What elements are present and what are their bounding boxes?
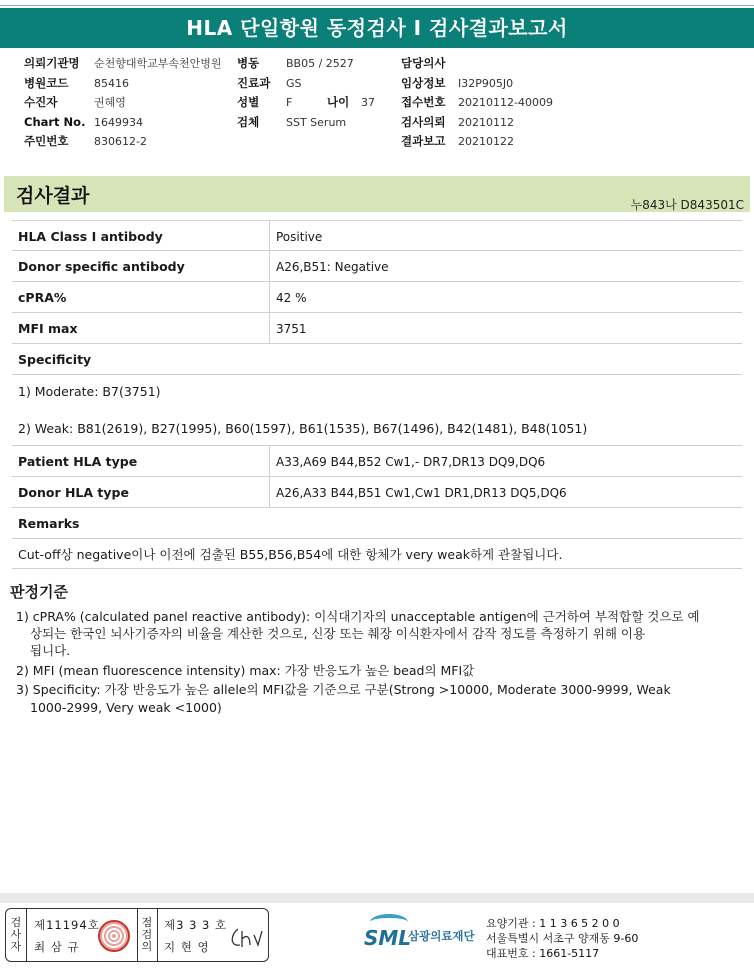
specificity-header (12, 344, 742, 375)
age-value: 37 (361, 96, 375, 109)
institution-address (486, 916, 638, 961)
id-value: 830612-2 (94, 135, 147, 148)
request-value: 20210112 (458, 116, 514, 129)
report-title: HLA 단일항원 동정검사 I 검사결과보고서 (0, 8, 754, 48)
receipt-label: 접수번호 (401, 95, 446, 109)
logo-name: 삼광의료재단 (408, 929, 475, 943)
phone-number: 대표번호 : 1661-5117 (486, 947, 600, 960)
chart-no-value: 1649934 (94, 116, 143, 129)
reviewer-label: 점검의 (141, 916, 153, 953)
row-value: 42 % (276, 291, 307, 305)
specificity-weak: 2) Weak: B81(2619), B27(1995), B60(1597), B61(1535), B67(1496), B42(1481), B48(1051) (18, 421, 588, 436)
footer-divider (0, 893, 754, 903)
specimen-value: SST Serum (286, 116, 347, 129)
table-row (12, 313, 742, 344)
criteria-item-1-line-3: 됩니다. (30, 643, 71, 658)
institution-label: 의뢰기관명 (24, 56, 80, 70)
hospital-code-value: 85416 (94, 77, 129, 90)
table-row (12, 282, 742, 313)
specimen-label: 검체 (237, 115, 260, 129)
criteria-item-3-line-1: 3) Specificity: 가장 반응도가 높은 allele의 MFI값을 기준으로 구분(Strong >10000, Moderate 3000-9999, Weak (16, 682, 671, 697)
patient-hla-label: Patient HLA type (18, 454, 138, 469)
table-row (12, 251, 742, 282)
request-label: 검사의뢰 (401, 115, 446, 129)
table-row (12, 477, 742, 508)
specificity-moderate: 1) Moderate: B7(3751) (18, 384, 161, 399)
ward-value: BB05 / 2527 (286, 57, 354, 70)
patient-hla-value: A33,A69 B44,B52 Cw1,- DR7,DR13 DQ9,DQ6 (276, 455, 546, 469)
criteria-item-1-line-2: 상되는 한국인 뇌사기증자의 비율을 계산한 것으로, 신장 또는 췌장 이식환자에서 감작 정도를 측정하기 위해 이용 (30, 626, 646, 641)
row-key: MFI max (18, 321, 78, 336)
sml-logo (364, 914, 482, 958)
reviewer-license: 제3 3 3 호 (164, 918, 228, 932)
id-label: 주민번호 (24, 134, 69, 148)
remarks-value: Cut-off상 negative이나 이전에 검출된 B55,B56,B54에 대한 항체가 very weak하게 관찰됩니다. (18, 547, 563, 562)
signature-icon (228, 925, 264, 951)
row-value: 3751 (276, 322, 307, 336)
signature-box (5, 908, 269, 962)
clinical-value: I32P905J0 (458, 77, 514, 90)
row-key: HLA Class Ⅰ antibody (18, 229, 163, 244)
tester-name: 최 삼 규 (34, 940, 80, 954)
receipt-value: 20210112-40009 (458, 96, 553, 109)
seal-stamp (98, 920, 130, 952)
logo-mark: SML (364, 926, 412, 950)
sex-value: F (286, 96, 293, 109)
table-row (12, 446, 742, 477)
criteria-item-3-line-2: 1000-2999, Very weak <1000) (30, 700, 222, 715)
row-key: Donor specific antibody (18, 259, 185, 274)
report-date-label: 결과보고 (401, 134, 446, 148)
ward-label: 병동 (237, 56, 260, 70)
table-row (12, 220, 742, 251)
institution-value: 순천향대학교부속천안병원 (94, 57, 222, 70)
doctor-label: 담당의사 (401, 56, 446, 70)
criteria-title: 판정기준 (10, 583, 68, 601)
donor-hla-label: Donor HLA type (18, 485, 129, 500)
criteria-item-1-line-1: 1) cPRA% (calculated panel reactive antibody): 이식대기자의 unacceptable antigen에 근거하여 부적합할 것으로 예 (16, 609, 700, 624)
tester-license: 제11194호 (34, 918, 100, 932)
row-key: cPRA% (18, 290, 67, 305)
specificity-label: Specificity (18, 352, 92, 367)
patient-label: 수진자 (24, 95, 58, 109)
tester-label: 검사자 (10, 916, 22, 953)
row-value: A26,B51: Negative (276, 260, 389, 274)
patient-value: 권혜영 (94, 96, 126, 109)
criteria-item-2: 2) MFI (mean fluorescence intensity) max: 가장 반응도가 높은 bead의 MFI값 (16, 663, 475, 678)
sex-label: 성별 (237, 95, 260, 109)
dept-label: 진료과 (237, 76, 271, 90)
provider-number: 요양기관 : 1 1 3 6 5 2 0 0 (486, 917, 620, 930)
hospital-code-label: 병원코드 (24, 76, 69, 90)
institution-field (24, 57, 80, 70)
results-title: 검사결과 (16, 185, 90, 207)
reviewer-name: 지 현 영 (164, 940, 210, 954)
remarks-row (12, 539, 742, 569)
row-value: Positive (276, 230, 323, 244)
remarks-header (12, 508, 742, 539)
clinical-label: 임상정보 (401, 76, 446, 90)
age-label: 나이 (327, 95, 350, 109)
report-date-value: 20210122 (458, 135, 514, 148)
dept-value: GS (286, 77, 302, 90)
address-line: 서울특별시 서초구 양재동 9-60 (486, 932, 639, 945)
results-header (4, 176, 750, 212)
donor-hla-value: A26,A33 B44,B51 Cw1,Cw1 DR1,DR13 DQ5,DQ6 (276, 486, 567, 500)
chart-no-label: Chart No. (24, 115, 86, 129)
remarks-label: Remarks (18, 516, 80, 531)
results-code: 누843나 D843501C (630, 198, 744, 212)
